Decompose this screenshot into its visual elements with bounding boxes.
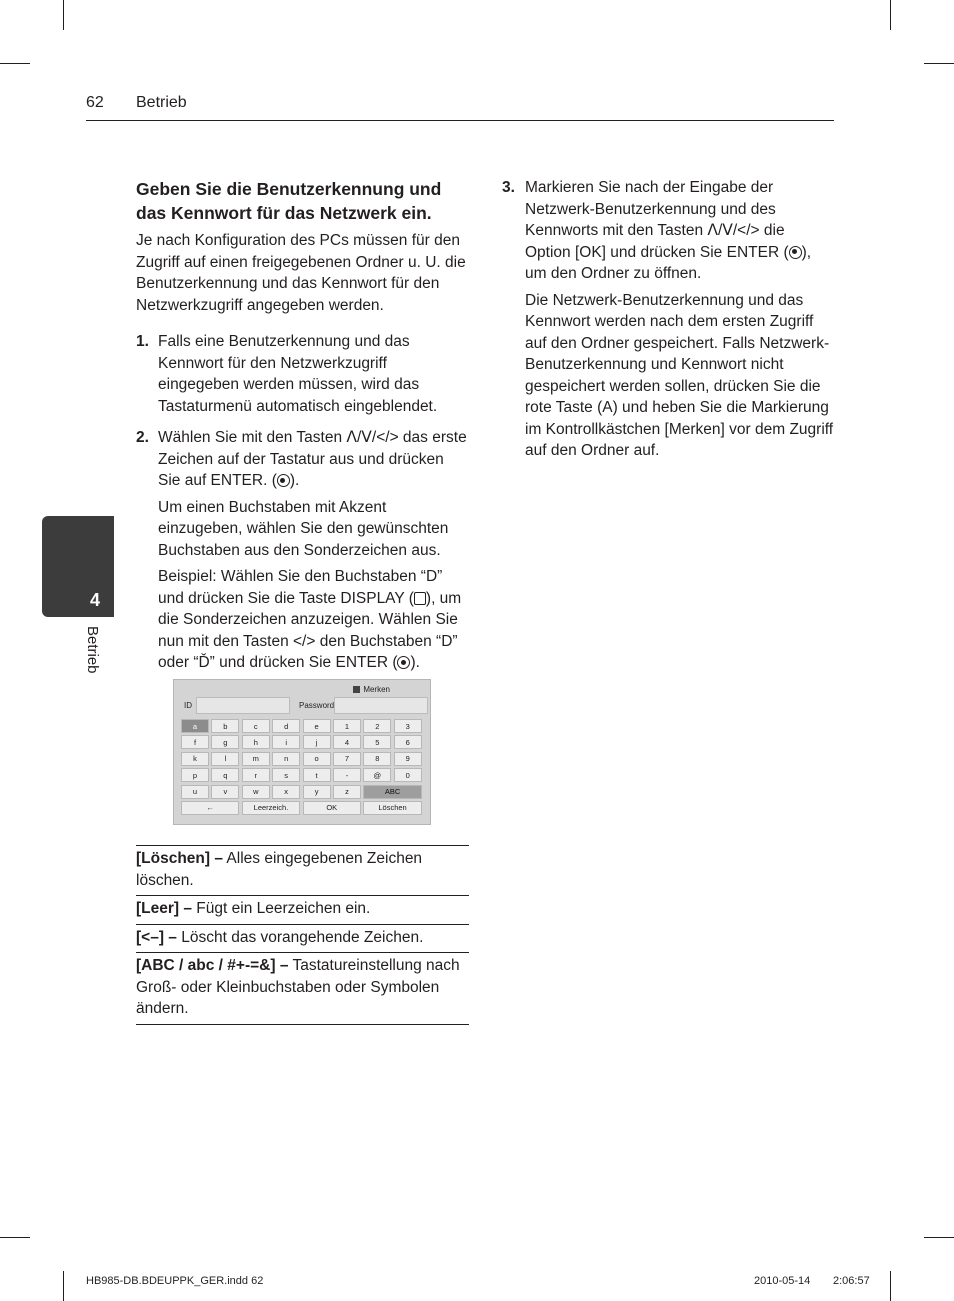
step-text: ).: [289, 472, 300, 489]
password-field: [334, 697, 428, 714]
keyboard-key: g: [211, 735, 239, 749]
crop-mark: [0, 1237, 30, 1238]
intro-paragraph: Je nach Konfiguration des PCs müssen für den Zugriff auf einen freigegebenen Ordner u. U. die Benutzerkennung und das Kennwort für den Netzwerkzugriff angegeben werden.: [136, 232, 466, 314]
keyboard-key: 7: [333, 752, 361, 766]
legend-key: [Leer] –: [136, 900, 192, 917]
key-backspace: ←: [181, 801, 239, 815]
key-clear: Löschen: [363, 801, 421, 815]
password-label: Password: [299, 701, 335, 710]
legend-row: [136, 925, 469, 954]
step-1: [136, 331, 469, 417]
keyboard-key: m: [242, 752, 270, 766]
keyboard-grid: [181, 719, 425, 815]
footer-date: 2010-05-14: [754, 1275, 811, 1287]
step-text: Wählen Sie mit den Tasten ᐱ/ᐯ/</> das erste Zeichen auf der Tastatur aus und drücken Sie auf ENTER. (: [158, 429, 467, 489]
key-ok: OK: [303, 801, 361, 815]
legend-row: [136, 846, 469, 896]
step-note: Die Netzwerk-Benutzerkennung und das Kennwort werden nach dem ersten Zugriff auf den Ordner gespeichert. Falls Netzwerk-Benutzerkennung und Kennwort nicht gespeichert werden sollen, drücken Sie die rote Taste (A) und heben Sie die Markierung im Kontrollkästchen [Merken] vor dem Zugriff auf den Ordner auf.: [525, 291, 834, 459]
key-space: Leerzeich.: [242, 801, 300, 815]
keyboard-key: 9: [394, 752, 422, 766]
step-2: [136, 427, 469, 674]
key-abc-toggle: ABC: [363, 785, 421, 799]
keyboard-key: z: [333, 785, 361, 799]
merken-checkbox: [353, 685, 390, 694]
keyboard-key: n: [272, 752, 300, 766]
page-header: [86, 94, 834, 121]
step-number: 1.: [136, 333, 149, 350]
legend-text: Tastatureinstellung nach Groß- oder Kleinbuchstaben oder Symbolen ändern.: [136, 957, 460, 1017]
step-note: Um einen Buchstaben mit Akzent einzugeben, wählen Sie den gewünschten Buchstaben aus den Sonderzeichen aus.: [158, 498, 449, 559]
keyboard-key: v: [211, 785, 239, 799]
chapter-tab: [42, 516, 114, 617]
step-text: ), um den Ordner zu öffnen.: [525, 243, 812, 282]
keyboard-key: 4: [333, 735, 361, 749]
merken-label: Merken: [363, 685, 390, 694]
keyboard-key: u: [181, 785, 209, 799]
crop-mark: [924, 63, 954, 64]
crop-mark: [63, 0, 64, 30]
keyboard-key: j: [303, 735, 331, 749]
keyboard-key: 3: [394, 719, 422, 733]
crop-mark: [924, 1237, 954, 1238]
legend-key: [ABC / abc / #+-=&] –: [136, 957, 289, 974]
keyboard-key: f: [181, 735, 209, 749]
keyboard-key: o: [303, 752, 331, 766]
keyboard-key: 8: [363, 752, 391, 766]
enter-icon: [277, 474, 290, 487]
keyboard-key: r: [242, 768, 270, 782]
footer-time: 2:06:57: [833, 1275, 870, 1287]
keyboard-key: 1: [333, 719, 361, 733]
step-text: Markieren Sie nach der Eingabe der Netzwerk-Benutzerkennung und des Kennworts mit den Tasten ᐱ/ᐯ/</> die Option [OK] und drücken Sie ENTER (: [525, 179, 789, 261]
keyboard-key: i: [272, 735, 300, 749]
keyboard-key: x: [272, 785, 300, 799]
chapter-label: Betrieb: [84, 626, 101, 674]
crop-mark: [890, 0, 891, 30]
step-number: 3.: [502, 179, 515, 196]
enter-icon: [789, 246, 802, 259]
legend-table: [136, 845, 469, 1025]
keyboard-key: h: [242, 735, 270, 749]
running-head: Betrieb: [136, 94, 187, 111]
keyboard-key: q: [211, 768, 239, 782]
left-column: [136, 177, 469, 684]
keyboard-key: t: [303, 768, 331, 782]
legend-text: Fügt ein Leerzeichen ein.: [192, 900, 371, 917]
keyboard-screenshot: [173, 679, 431, 825]
right-column: [502, 177, 834, 472]
keyboard-key: c: [242, 719, 270, 733]
keyboard-key: 6: [394, 735, 422, 749]
keyboard-key: l: [211, 752, 239, 766]
step-text: Beispiel: Wählen Sie den Buchstaben “D” und drücken Sie die Taste DISPLAY (: [158, 568, 443, 607]
keyboard-key: e: [303, 719, 331, 733]
legend-row: [136, 896, 469, 925]
legend-key: [<–] –: [136, 928, 177, 946]
checkbox-icon: [353, 686, 360, 693]
crop-mark: [0, 63, 30, 64]
keyboard-key: y: [303, 785, 331, 799]
step-text: ), um die Sonderzeichen anzuzeigen. Wählen Sie nun mit den Tasten </> den Buchstaben “D” oder “Ď” und drücken Sie ENTER (: [158, 589, 462, 671]
keyboard-key: a: [181, 719, 209, 733]
id-label: ID: [184, 701, 192, 710]
keyboard-key: @: [363, 768, 391, 782]
legend-row: [136, 953, 469, 1025]
chapter-number: 4: [89, 590, 100, 610]
id-field: [196, 697, 290, 714]
keyboard-key: w: [242, 785, 270, 799]
page-number: 62: [86, 94, 104, 111]
keyboard-key: s: [272, 768, 300, 782]
step-number: 2.: [136, 429, 149, 446]
section-heading: Geben Sie die Benutzerkennung und das Kennwort für das Netzwerk ein.: [136, 179, 442, 223]
keyboard-key: 0: [394, 768, 422, 782]
footer-file: HB985-DB.BDEUPPK_GER.indd 62: [86, 1275, 264, 1287]
display-icon: [414, 592, 426, 605]
legend-text: Löscht das vorangehende Zeichen.: [176, 928, 424, 946]
step-text: Falls eine Benutzerkennung und das Kennwort für den Netzwerkzugriff eingegeben werden müssen, wird das Tastaturmenü automatisch eingeblendet.: [158, 333, 438, 415]
keyboard-key: b: [211, 719, 239, 733]
step-3: [502, 177, 834, 462]
keyboard-key: k: [181, 752, 209, 766]
keyboard-key: -: [333, 768, 361, 782]
enter-icon: [397, 656, 410, 669]
legend-text: Alles eingegebenen Zeichen löschen.: [136, 850, 423, 889]
step-note: [158, 566, 469, 674]
step-text: ).: [410, 654, 420, 671]
keyboard-key: p: [181, 768, 209, 782]
keyboard-key: 2: [363, 719, 391, 733]
crop-mark: [890, 1271, 891, 1301]
keyboard-key: d: [272, 719, 300, 733]
legend-key: [Löschen] –: [136, 850, 223, 867]
keyboard-key: 5: [363, 735, 391, 749]
crop-mark: [63, 1271, 64, 1301]
